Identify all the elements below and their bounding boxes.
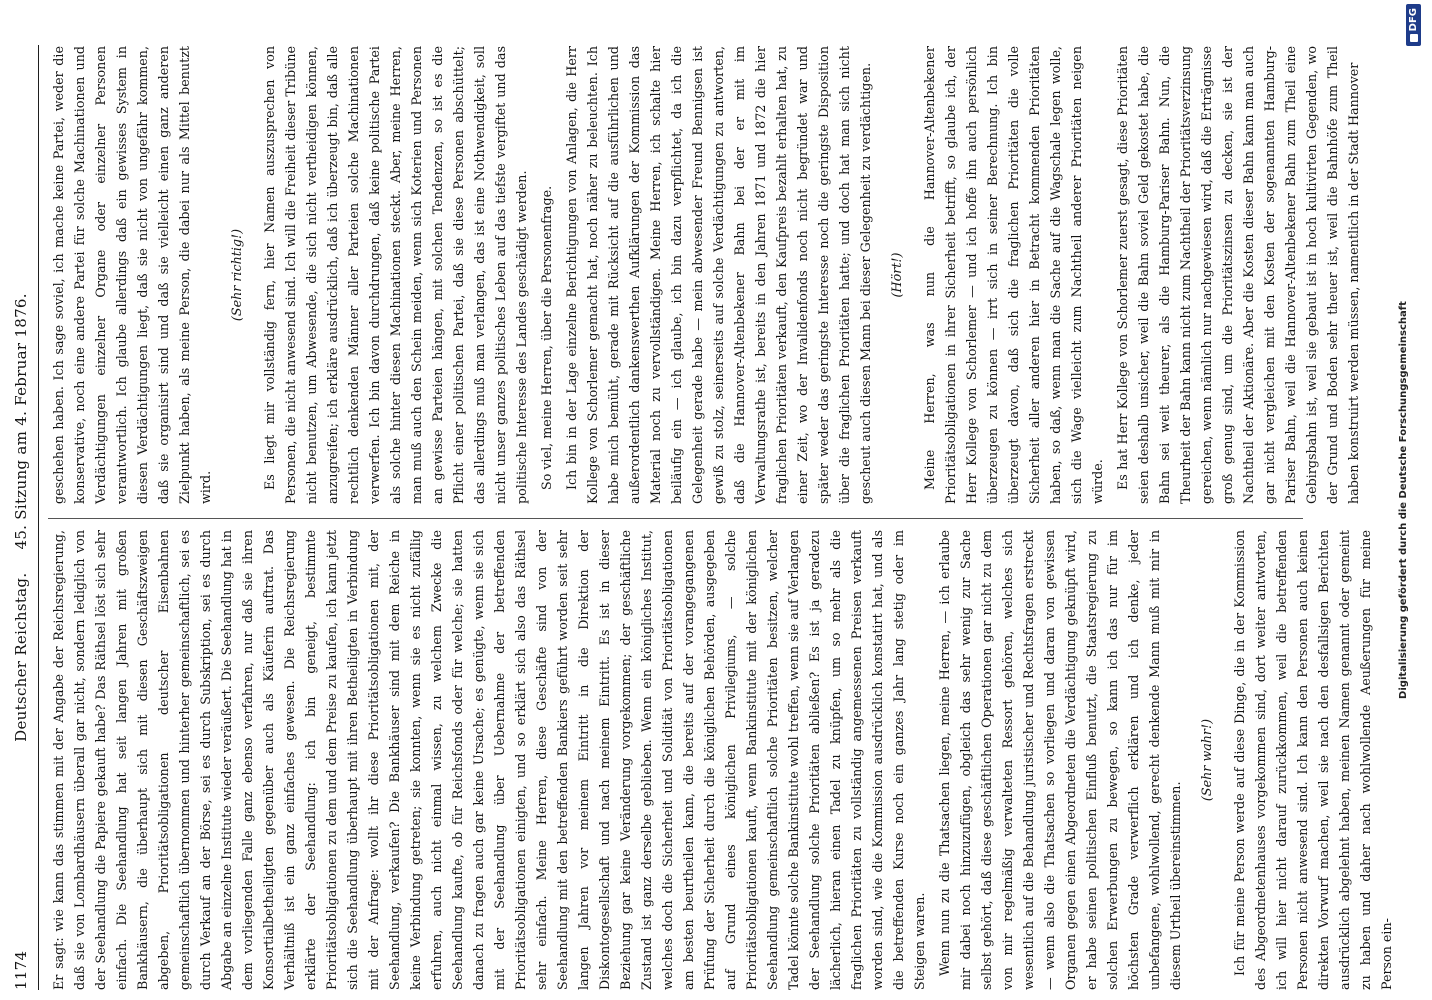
paragraph: Es hat Herr Kollege von Schorlemer zuerst gesagt, diese Prioritäten seien deshalb unsicher, weil die Bahn soviel Geld gekostet habe, die Bahn sei weit theurer, als die Hamburg-Pariser Bahn. Nun, die Theurheit der Bahn kann nicht zum Nachtheil der Prioritätsverzinsung gereichen, wenn nämlich nur nachgewiesen wird, daß die Erträgnisse groß genug sind, um die Prioritätszinsen zu decken, sie ist der Nachtheil der Aktionäre. Aber die Kosten dieser Bahn kann man auch gar nicht vergleichen mit den Kosten der sogenannten Hamburg-Pariser Bahn, weil die Hannover-Altenbekener Bahn zum Theil eine Gebirgsbahn ist, weil sie gebaut ist in hoch kultivirten Gegenden, wo der Grund und Boden sehr theuer ist, weil die Bahnhöfe zum Theil haben konstruirt werden müssen, namentlich in der Stadt Hannover — [1115, 46, 1361, 504]
running-title — [12, 45, 30, 990]
paragraph: Ich für meine Person werde auf diese Dinge, die in der Kommission des Abgeordnetenhauses vorgekommen sind, dort weiter antworten, ich will hier nicht darauf zurückkommen, weil die betreffenden Personen nicht anwesend sind. Ich kann den Personen auch keinen direkten Vorwurf machen, weil sie nach den desfallsigen Berichten ausdrücklich abgelehnt haben, meinen Namen genannt oder gemeint zu haben und daher nach wohlwollende Aeußerungen für meine Person ein- — [1232, 530, 1394, 990]
interjection-hoert: (Hört!) — [889, 252, 904, 298]
page-number: 1174 — [12, 950, 30, 990]
column-divider — [48, 518, 1303, 519]
digitization-note: Digitalisierung gefördert durch die Deutsche Forschungsgemeinschaft — [1398, 301, 1409, 699]
interjection-sehr-wahr: (Sehr wahr!) — [1199, 718, 1214, 802]
paragraph: Ich bin in der Lage einzelne Berichtigungen von Anlagen, die Herr Kollege von Schorlemer gemacht hat, noch näher zu beleuchten. Ich habe mich bemüht, gerade mit Rücksicht auf die ausführlichen und außerordentlich dankenswerthen Aufklärungen der Kommission das Material noch zu vervollständigen. Meine Herren, ich schalte hier beiläufig ein — ich glaube, ich bin dazu verpflichtet, da ich die Gelegenheit gerade habe — mein abwesender Freund Bennigsen ist gewiß zu stolz, seinerseits auf solche Verdächtigungen zu antworten, daß die Hannover-Altenbekener Bahn bei der er mit im Verwaltungsrathe ist, bereits in den Jahren 1871 und 1872 die hier fraglichen Prioritäten verkauft, den Kaufpreis bezahlt erhalten hat, zu einer Zeit, wo der Invalidenfonds noch nicht begründet war und später weder das geringste Interesse noch die geringste Disposition über die fraglichen Prioritäten hatte; und doch hat man sich nicht gescheut auch diesen Mann bei dieser Gelegenheit zu verdächtigen. — [564, 46, 873, 504]
dfg-logo-mark-icon — [1410, 34, 1418, 42]
dfg-logo-text: DFG — [1408, 8, 1419, 32]
paragraph: So viel, meine Herren, über die Personenfrage. — [539, 185, 554, 490]
interjection-sehr-richtig: (Sehr richtig!) — [229, 228, 244, 322]
publication-title: Deutscher Reichstag. — [12, 572, 30, 742]
dfg-logo — [1406, 4, 1421, 46]
paragraph: Meine Herren, was nun die Hannover-Altenbekener Prioritätsobligationen in ihrer Sicherheit betrifft, so glaube ich, der Herr Kollege von Schorlemer — und ich hoffe ihn auch persönlich überzeugen zu können — irrt sich in seiner Berechnung. Ich bin überzeugt davon, daß sich die fraglichen Prioritäten die volle Sicherheit aller anderen hier in Betracht kommenden Prioritäten haben, so daß, wenn man die Sache auf die Wagschale legen wolle, sich die Wage vielleicht zum Nachtheil anderer Prioritäten neigen würde. — [922, 46, 1105, 504]
session-title: 45. Sitzung am 4. Februar 1876. — [12, 293, 30, 550]
paragraph: geschehen haben. Ich sage soviel, ich mache keine Partei, weder die konservative, noch eine andere Partei für solche Machinationen und Verdächtigungen einzelner Organe oder einzelner Personen verantwortlich. Ich glaube allerdings daß ein gewisses System in diesen Verdächtigungen liegt, daß sie nicht von ungefähr kommen, daß sie organisirt sind und daß sie vielleicht einen ganz anderen Zielpunkt haben, als meine Person, die dabei nur als Mittel benutzt wird. — [51, 46, 213, 504]
paragraph: Es liegt mir vollständig fern, hier Namen auszusprechen von Personen, die nicht anwesend sind. Ich will die Freiheit dieser Tribüne nicht benutzen, um Abwesende, die sich nicht vertheidigen können, anzugreifen; ich erkläre ausdrücklich, daß ich überzeugt bin, daß alle rechtlich denkenden Männer aller Parteien solche Machinationen verwerfen. Ich bin davon durchdrungen, daß keine politische Partei als solche hinter diesen Machinationen steckt. Aber, meine Herren, man muß auch den Schein meiden, wenn sich Koterien und Personen an gewisse Parteien hängen, mit solchen Tendenzen, so ist es die Pflicht einer politischen Partei, daß sie diese Personen abschüttelt; das allerdings muß man verlangen, das ist eine Nothwendigkeit, soll nicht unser ganzes politisches Leben auf das tiefste vergiftet und das politische Interesse des Landes geschädigt werden. — [262, 46, 529, 504]
page-header — [8, 45, 39, 990]
right-column — [48, 46, 1361, 504]
page-content — [8, 45, 1394, 990]
paragraph: Er sagt: wie kann das stimmen mit der Angabe der Reichsregierung, daß sie von Lombardhäusern überall gar nicht, sondern lediglich von der Seehandlung die Papiere gekauft habe? Das Räthsel löst sich sehr einfach. Die Seehandlung hat seit langen Jahren mit großen Bankhäusern, die überhaupt sich mit diesen Geschäftszweigen abgeben, Prioritätsobligationen deutscher Eisenbahnen gemeinschaftlich übernommen und hinterher gemeinschaftlich, sei es durch Verkauf an der Börse, sei es durch Subskription, sei es durch Abgabe an einzelne Institute wieder veräußert. Die Seehandlung hat in dem vorliegenden Falle ganz ebenso verfahren, nur daß sie ihren Konsortialbetheiligten gegenüber auch als Käuferin auftrat. Das Verhältniß ist ein ganz einfaches gewesen. Die Reichsregierung erklärte der Seehandlung: ich bin geneigt, bestimmte Prioritätsobligationen zu dem und dem Preise zu kaufen, ich kann jetzt sich die Seehandlung überhaupt mit ihren Betheiligten in Verbindung mit der Anfrage: wollt ihr diese Prioritätsobligationen mit, der Seehandlung, verkaufen? Die Bankhäuser sind mit dem Reiche in keine Verbindung getreten; sie konnten, wenn sie es nicht zufällig erfuhren, auch nicht einmal wissen, zu welchem Zwecke die Seehandlung kaufte, ob für Reichsfonds oder für welche; sie hatten danach zu fragen auch gar keine Ursache; es genügte, wenn sie sich mit der Seehandlung über Uebernahme der betreffenden Prioritätsobligationen einigten, und so erklärt sich also das Räthsel sehr einfach. Meine Herren, diese Geschäfte sind von der Seehandlung mit den betreffenden Bankiers geführt worden seit sehr langen Jahren vor meinem Eintritt in die Direktion der Diskontogesellschaft und nach meinem Eintritt. Es ist in dieser Beziehung gar keine Veränderung vorgekommen; der geschäftliche Zustand ist ganz derselbe geblieben. Wenn ein königliches Institut, welches doch die Sicherheit und Solidität von Prioritätsobligationen am besten beurtheilen kann, die bereits auf der vorangegangenen Prüfung der Sicherheit durch die königlichen Behörden, ausgegeben auf Grund eines königlichen Privilegiums, — solche Prioritätsobligationen kauft, wenn Bankinstitute mit der königlichen Seehandlung gemeinschaftlich solche Prioritäten besitzen, welcher Tadel könnte solche Bankinstitute wohl treffen, wenn sie auf Verlangen der Seehandlung solche Prioritäten abließen? Es ist ja geradezu lächerlich, hieran einen Tadel zu knüpfen, um so mehr als die fraglichen Prioritäten zu vollständig angemessenen Preisen verkauft worden sind, wie die Kommission ausdrücklich konstatirt hat, und als die betreffenden Kurse noch ein ganzes Jahr lang stetig oder im Steigen waren. — [51, 530, 927, 990]
left-column — [48, 530, 1394, 990]
paragraph: Wenn nun zu die Thatsachen liegen, meine Herren, — ich erlaube mir dabei noch hinzuzufügen, obgleich das sehr wenig zur Sache selbst gehört, daß diese geschäftlichen Operationen gar nicht zu dem von mir regelmäßig verwalteten Ressort gehören, welches sich wesentlich auf die Behandlung juristischer und Rechtsfragen erstreckt — wenn also die Thatsachen so vorliegen und daran von gewissen Organen gegen einen Abgeordneten die Verdächtigung geknüpft wird, er habe seinen politischen Einfluß benutzt, die Staatsregierung zu solchen Erwerbungen zu bewegen, so kann ich das nur für im höchsten Grade verwerflich erklären und ich denke, jeder unbefangene, wohlwollend, gerecht denkende Mann muß mit mir in diesem Urtheil übereinstimmen. — [937, 530, 1183, 990]
